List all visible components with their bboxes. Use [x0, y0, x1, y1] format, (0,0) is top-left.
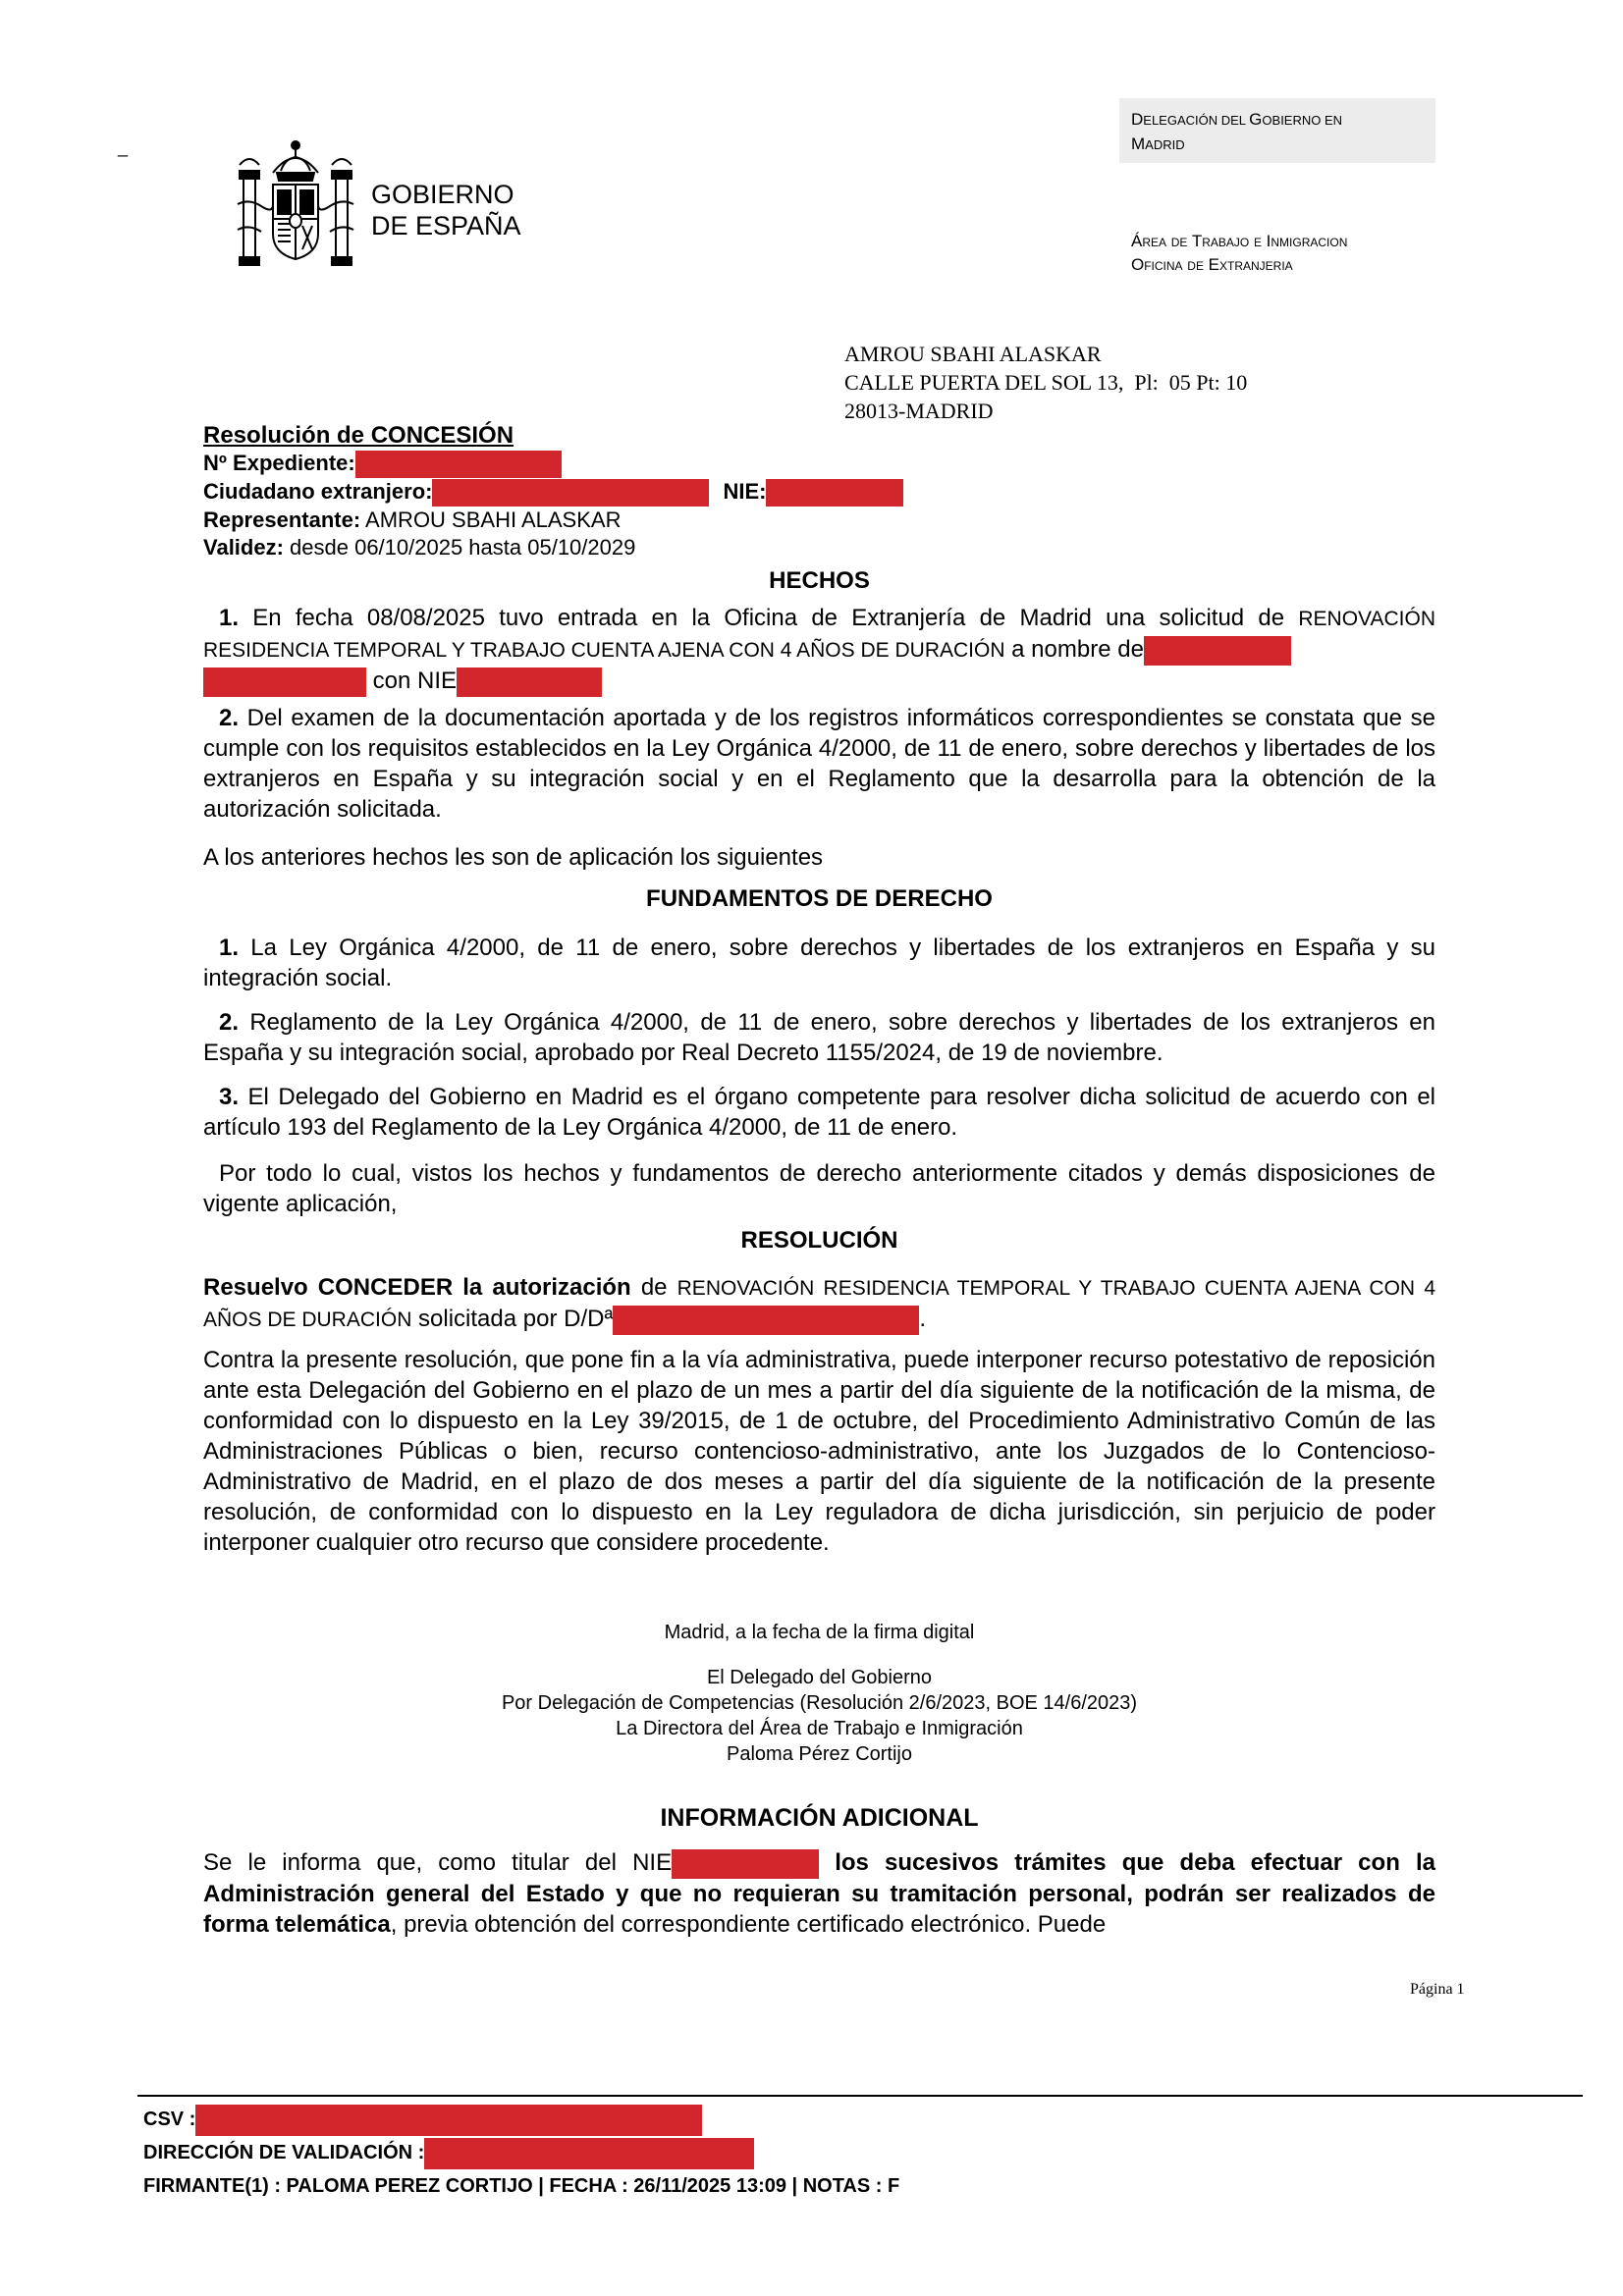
signature-line-4: Paloma Pérez Cortijo	[727, 1743, 912, 1765]
validacion-row: DIRECCIÓN DE VALIDACIÓN :	[143, 2136, 899, 2169]
fundamentos-closing: Por todo lo cual, vistos los hechos y fundamentos de derecho anteriormente citados y demás disposiciones de vigente aplicación,	[203, 1160, 1435, 1217]
logo-line-2: DE ESPAÑA	[371, 211, 521, 240]
hechos-paragraph-3: A los anteriores hechos les son de aplicación los siguientes	[203, 844, 824, 871]
header-area-line-2: Oficina de Extranjeria	[1131, 255, 1293, 274]
expediente-row: Nº Expediente:	[203, 450, 903, 478]
hechos-title: HECHOS	[769, 567, 870, 594]
redaction-block	[1144, 636, 1291, 666]
info-paragraph: Se le informa que, como titular del NIE los sucesivos trámites que deba efectuar con la Administración general del Estado y que no requieran su tramitación personal, podrán ser realizados de forma telemática, previa obtención del correspondiente certificado electrónico. Puede	[203, 1849, 1435, 1938]
fundamentos-item-1: 1. La Ley Orgánica 4/2000, de 11 de enero, sobre derechos y libertades de los extranjeros en España y su integración social.	[203, 934, 1435, 991]
signature-block	[203, 1665, 1435, 1767]
ciudadano-row: Ciudadano extranjero: NIE:	[203, 478, 903, 507]
signature-line-1: El Delegado del Gobierno	[706, 1667, 933, 1688]
redaction-block	[203, 667, 366, 697]
redaction-block	[195, 2105, 702, 2136]
info-title: INFORMACIÓN ADICIONAL	[660, 1804, 979, 1832]
header-box-line-2: MADRID	[1131, 134, 1185, 153]
signature-line-3: La Directora del Área de Trabajo e Inmigración	[616, 1718, 1023, 1739]
signature-place: Madrid, a la fecha de la firma digital	[664, 1622, 975, 1643]
footer-divider	[137, 2095, 1583, 2097]
redaction-block	[672, 1849, 819, 1879]
resolution-title: Resolución de CONCESIÓN	[203, 422, 514, 449]
redaction-block	[457, 667, 602, 697]
signature-line-2: Por Delegación de Competencias (Resolución 2/6/2023, BOE 14/6/2023)	[501, 1692, 1138, 1714]
hechos-paragraph-2: 2. Del examen de la documentación aportada y de los registros informáticos correspondientes se constata que se cumple con los requisitos establecidos en la Ley Orgánica 4/2000, de 11 de enero, sobre derechos y libertades de los extranjeros en España y su integración social y en el Reglamento que la desarrolla para la obtención de la autorización solicitada.	[203, 705, 1435, 823]
redaction-block	[766, 479, 903, 507]
validez-row: Validez: desde 06/10/2025 hasta 05/10/2029	[203, 535, 636, 561]
redaction-block	[613, 1306, 919, 1335]
recipient-address	[844, 340, 1247, 425]
firmante-row: FIRMANTE(1) : PALOMA PEREZ CORTIJO | FECHA : 26/11/2025 13:09 | NOTAS : F	[143, 2175, 900, 2197]
corner-mark: _	[118, 137, 129, 157]
header-area	[1131, 230, 1347, 277]
resolucion-paragraph-2: Contra la presente resolución, que pone fin a la vía administrativa, puede interponer recurso potestativo de reposición ante esta Delegación del Gobierno en el plazo de un mes a partir del día siguiente de la notificación de la misma, de conformidad con lo dispuesto en la Ley 39/2015, de 1 de octubre, del Procedimiento Administrativo Común de las Administraciones Públicas o bien, recurso contencioso-administrativo, ante los Juzgados de lo Contencioso-Administrativo de Madrid, en el plazo de dos meses a partir del día siguiente de la notificación de la presente resolución, de conformidad con lo dispuesto en la Ley reguladora de dicha jurisdicción, sin perjuicio de poder interponer cualquier otro recurso que considere procedente.	[203, 1347, 1435, 1556]
fundamentos-item-2: 2. Reglamento de la Ley Orgánica 4/2000, de 11 de enero, sobre derechos y libertades de los extranjeros en España y su integración social, aprobado por Real Decreto 1155/2024, de 19 de noviembre.	[203, 1009, 1435, 1066]
footer-block	[143, 2103, 899, 2203]
redaction-block	[355, 451, 562, 478]
fundamentos-title: FUNDAMENTOS DE DERECHO	[646, 885, 993, 912]
redaction-block	[432, 479, 709, 507]
representante-row: Representante: AMROU SBAHI ALASKAR	[203, 507, 622, 533]
recipient-name: AMROU SBAHI ALASKAR	[844, 342, 1102, 366]
header-box-line-1: DELEGACIÓN DEL GOBIERNO EN	[1131, 110, 1343, 129]
logo-text	[371, 179, 521, 241]
header-box	[1119, 98, 1435, 163]
redaction-block	[424, 2138, 754, 2169]
logo-line-1: GOBIERNO	[371, 180, 514, 209]
resolucion-title: RESOLUCIÓN	[740, 1227, 898, 1254]
fundamentos-item-3: 3. El Delegado del Gobierno en Madrid es el órgano competente para resolver dicha solicitud de acuerdo con el artículo 193 del Reglamento de la Ley Orgánica 4/2000, de 11 de enero.	[203, 1084, 1435, 1141]
coat-of-arms-icon	[234, 135, 357, 273]
resolution-header	[203, 422, 903, 561]
recipient-city: 28013-MADRID	[844, 399, 994, 423]
header-area-line-1: Área de Trabajo e Inmigracion	[1131, 232, 1348, 250]
page-number: Página 1	[1410, 1981, 1465, 1998]
hechos-paragraph-1: 1. En fecha 08/08/2025 tuvo entrada en la Oficina de Extranjería de Madrid una solicitud de RENOVACIÓN RESIDENCIA TEMPORAL Y TRABAJO CUENTA AJENA CON 4 AÑOS DE DURACIÓN a nombre de con NIE	[203, 603, 1435, 697]
recipient-street: CALLE PUERTA DEL SOL 13, Pl: 05 Pt: 10	[844, 370, 1248, 395]
resolucion-paragraph-1: Resuelvo CONCEDER la autorización de RENOVACIÓN RESIDENCIA TEMPORAL Y TRABAJO CUENTA AJENA CON 4 AÑOS DE DURACIÓN solicitada por D/Dª .	[203, 1272, 1435, 1335]
csv-row: CSV :	[143, 2103, 899, 2136]
